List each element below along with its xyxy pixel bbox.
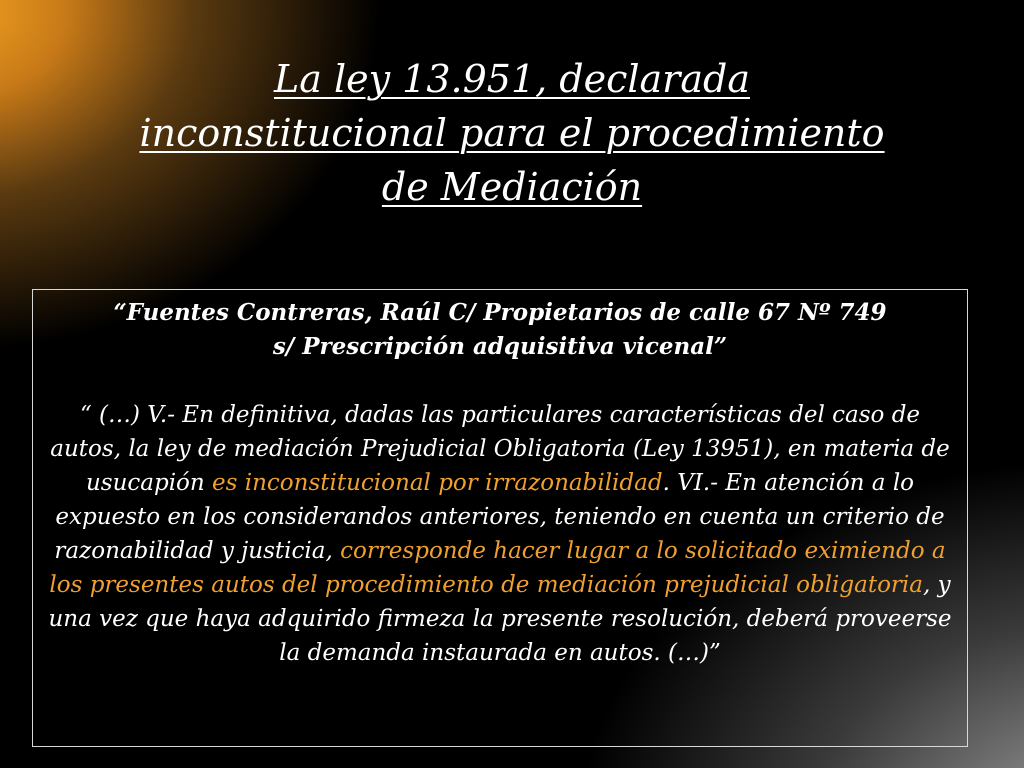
spacer: [45, 364, 955, 398]
quote-box: [32, 289, 968, 747]
title-line-2: inconstitucional para el procedimiento: [139, 111, 885, 155]
case-name-line-2: s/ Prescripción adquisitiva vicenal”: [272, 333, 728, 360]
case-name-line-1: “Fuentes Contreras, Raúl C/ Propietarios de calle 67 Nº 749: [113, 299, 887, 326]
quote-text-1: “ (…) V.- En definitiva, dadas las particulares características del caso de autos, la ley de mediación Prejudicial Obligatoria (Ley 13951), en materia de usucapión: [50, 402, 950, 496]
quote-text-2: . VI.- En atención a lo expuesto en los considerandos anteriores, teniendo en cuenta un criterio de razonabilidad y justicia,: [54, 470, 945, 564]
quote-highlight-1: es inconstitucional por irrazonabilidad: [212, 470, 663, 496]
title-line-3: de Mediación: [381, 165, 643, 209]
slide-title: [40, 52, 984, 214]
title-line-1: La ley 13.951, declarada: [274, 57, 750, 101]
quote-text-3: , y una vez que haya adquirido firmeza la presente resolución, deberá proveerse la demanda instaurada en autos. (…)”: [48, 572, 952, 666]
case-name: [45, 296, 955, 364]
quote-body: [45, 398, 955, 670]
quote-highlight-2: corresponde hacer lugar a lo solicitado eximiendo a los presentes autos del procedimiento de mediación prejudicial obligatoria: [49, 538, 946, 598]
